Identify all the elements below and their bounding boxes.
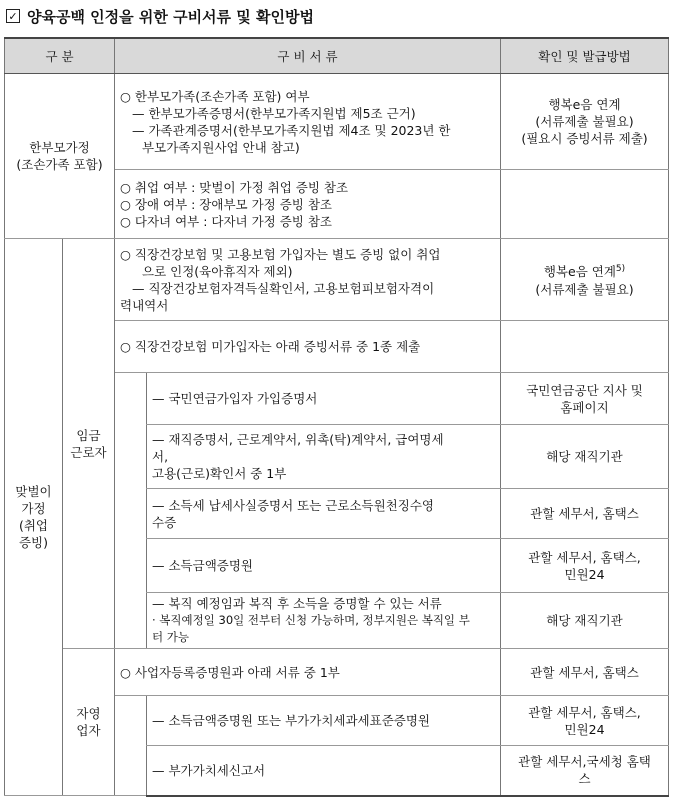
- category-label: 가정: [21, 501, 46, 516]
- header-method: 확인 및 발급방법: [501, 38, 669, 74]
- doc-line: — 한부모가족증명서(한부모가족지원법 제5조 근거): [132, 105, 416, 121]
- doc-line: — 소득금액증명원 또는 부가가치세과세표준증명원: [152, 713, 430, 728]
- method-cell: [501, 746, 669, 796]
- method-cell: [501, 74, 669, 170]
- table-row: [5, 74, 669, 170]
- method-cell: [501, 373, 669, 425]
- method-line: 관할 세무서,국세청 홈택: [518, 754, 651, 770]
- header-category: 구 분: [5, 38, 115, 74]
- category-single-parent: [5, 74, 115, 239]
- doc-line: — 복직 예정임과 복직 후 소득을 증명할 수 있는 서류: [152, 596, 442, 611]
- required-documents-table: [4, 37, 669, 797]
- doc-line: ○ 다자녀 여부 : 다자녀 가정 증빙 참조: [120, 213, 332, 229]
- doc-line: — 국민연금가입자 가입증명서: [152, 391, 318, 406]
- doc-line: 으로 인정(육아휴직자 제외): [142, 263, 293, 279]
- method-line: 홈페이지: [560, 399, 609, 415]
- documents-cell: ○ 직장건강보험 미가입자는 아래 증빙서류 중 1종 제출: [115, 321, 501, 373]
- footnote-ref: 5): [615, 264, 626, 275]
- category-label: 증빙): [18, 535, 49, 550]
- table-header-row: [5, 38, 669, 74]
- doc-line: 서,: [152, 449, 169, 464]
- documents-cell: [147, 593, 501, 649]
- method-line: 민원24: [564, 566, 605, 582]
- subcategory-label: 자영: [76, 706, 101, 721]
- method-cell-empty: [501, 321, 669, 373]
- method-cell: [501, 539, 669, 593]
- doc-line: — 부가가치세신고서: [152, 762, 266, 778]
- method-line: 관할 세무서, 홈택스,: [528, 549, 641, 565]
- method-cell: 관할 세무서, 홈택스: [501, 649, 669, 696]
- documents-cell: [115, 74, 501, 170]
- method-cell-empty: [501, 170, 669, 239]
- subcategory-label: 임금: [76, 427, 101, 443]
- category-label: 맞벌이: [15, 484, 52, 499]
- doc-line: — 재직증명서, 근로계약서, 위촉(탁)계약서, 급여명세: [152, 432, 444, 447]
- subcategory-self-employed: [63, 649, 115, 796]
- doc-note: 터 가능: [152, 630, 189, 644]
- doc-line: 부모가족지원사업 안내 참고): [142, 139, 300, 155]
- method-line: 민원24: [564, 721, 605, 737]
- method-cell: 해당 재직기관: [501, 593, 669, 649]
- indent-spacer: [115, 373, 147, 649]
- doc-line: 수증: [152, 514, 177, 530]
- subcategory-wage-worker: [63, 239, 115, 649]
- method-line: 행복e음 연계: [543, 264, 616, 280]
- documents-cell: [115, 239, 501, 321]
- method-cell: [501, 239, 669, 321]
- method-line: (서류제출 불필요): [535, 114, 634, 129]
- header-documents: 구 비 서 류: [115, 38, 501, 74]
- method-line: 행복e음 연계: [548, 97, 621, 112]
- section-title: [6, 4, 314, 28]
- doc-note: · 복직예정일 30일 전부터 신청 가능하며, 정부지원은 복직일 부: [152, 613, 470, 627]
- documents-cell: [147, 539, 501, 593]
- checked-box-icon: ✓: [6, 9, 20, 23]
- category-note: (조손가족 포함): [16, 157, 103, 172]
- doc-line: ○ 장애 여부 : 장애부모 가정 증빙 참조: [120, 196, 332, 212]
- section-title-text: 양육공백 인정을 위한 구비서류 및 확인방법: [27, 7, 314, 26]
- doc-line: ○ 직장건강보험 및 고용보험 가입자는 별도 증빙 없이 취업: [120, 246, 441, 262]
- method-line: 관할 세무서, 홈택스,: [528, 704, 641, 720]
- category-dual-income: [5, 239, 63, 796]
- method-line: (서류제출 불필요): [535, 281, 634, 297]
- documents-cell: [147, 373, 501, 425]
- doc-line: 력내역서: [120, 297, 169, 313]
- documents-cell: [147, 489, 501, 539]
- method-line: 스: [578, 771, 591, 787]
- doc-line: — 소득세 납세사실증명서 또는 근로소득원천징수영: [152, 497, 434, 513]
- doc-line: — 직장건강보험자격득실확인서, 고용보험피보험자격이: [132, 280, 435, 296]
- subcategory-label: 업자: [76, 723, 101, 738]
- table-row: [5, 239, 669, 321]
- category-label: 한부모가정: [29, 140, 90, 155]
- method-line: 국민연금공단 지사 및: [526, 382, 643, 398]
- indent-spacer: [115, 696, 147, 796]
- documents-cell: [147, 696, 501, 746]
- method-cell: 관할 세무서, 홈택스: [501, 489, 669, 539]
- doc-line: — 가족관계증명서(한부모가족지원법 제4조 및 2023년 한: [132, 122, 451, 138]
- doc-line: ○ 취업 여부 : 맞벌이 가정 취업 증빙 참조: [120, 179, 349, 195]
- subcategory-label: 근로자: [70, 444, 107, 460]
- documents-cell: ○ 사업자등록증명원과 아래 서류 중 1부: [115, 649, 501, 696]
- doc-line: — 소득금액증명원: [152, 558, 253, 573]
- doc-line: 고용(근로)확인서 중 1부: [152, 466, 287, 481]
- documents-cell: [147, 425, 501, 489]
- table-row: [5, 649, 669, 696]
- method-cell: 해당 재직기관: [501, 425, 669, 489]
- category-label: (취업: [18, 518, 49, 533]
- documents-cell: [147, 746, 501, 796]
- method-line: (필요시 증빙서류 제출): [521, 131, 648, 146]
- method-cell: [501, 696, 669, 746]
- doc-line: ○ 한부모가족(조손가족 포함) 여부: [120, 88, 310, 104]
- documents-cell: [115, 170, 501, 239]
